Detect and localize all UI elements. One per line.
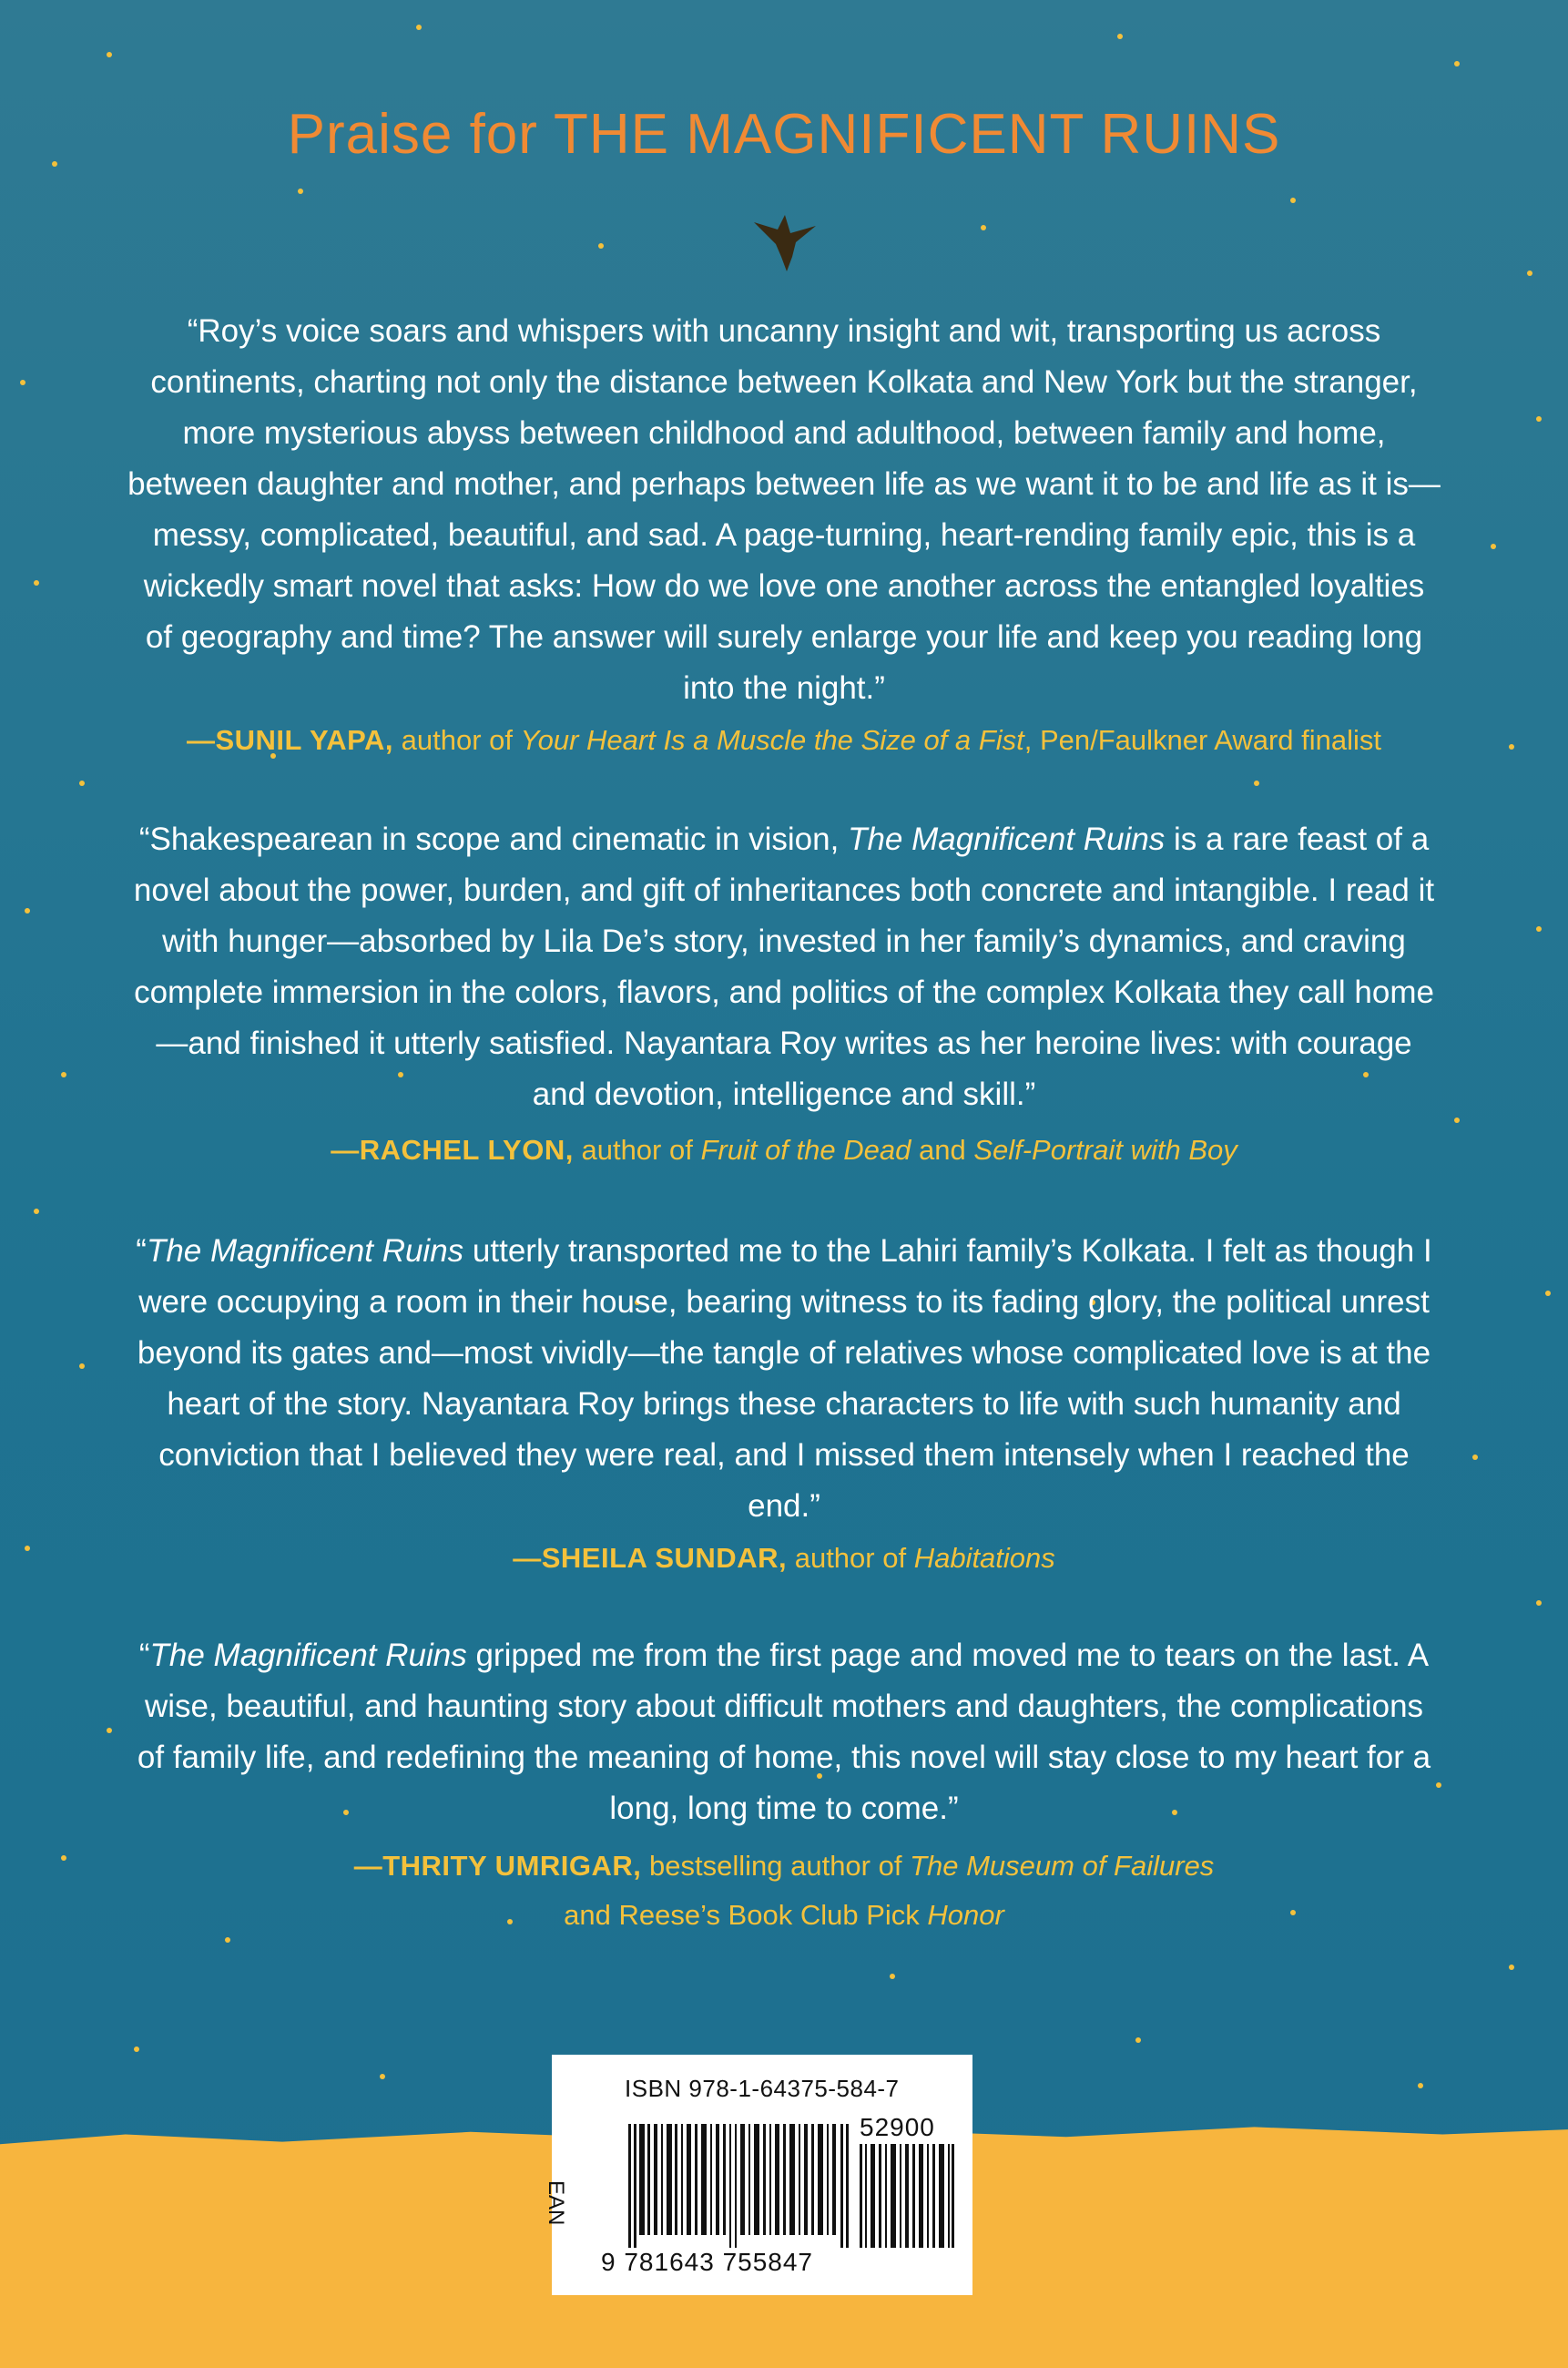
- ean-barcode: [628, 2124, 849, 2248]
- ean-label: EAN: [544, 2180, 568, 2226]
- review-3-quote-rest: utterly transported me to the Lahiri family’s Kolkata. I felt as though I were occupying a room in their house, bearing witness to its fading glory, the political unrest beyond its gates and—most vividly—the tangle of relatives whose complicated love is at the heart of the story. Nayantara Roy brings these characters to life with such humanity and conviction that I believed they were real, and I missed them intensely when I reached the end.”: [137, 1233, 1432, 1524]
- review-1-quote: “Roy’s voice soars and whispers with uncanny insight and wit, transporting us across continents, charting not only the distance between Kolkata and New York but the stranger, more mysterious abyss between childhood and adulthood, between family and home, between daughter and mother, and perhaps between life as we want it to be and life as it is—messy, complicated, beautiful, and sad. A page-turning, heart-rending family epic, this is a wickedly smart novel that asks: How do we love one another across the entangled loyalties of geography and time? The answer will surely enlarge your life and keep you reading long into the night.”: [127, 313, 1441, 706]
- review-3-name: —SHEILA SUNDAR,: [513, 1542, 788, 1574]
- review-4-attribution: [82, 1842, 1486, 1940]
- review-3-desc1: author of: [787, 1542, 914, 1574]
- review-4-quote-rest: gripped me from the first page and moved me to tears on the last. A wise, beautiful, and haunting story about difficult mothers and daughters, the complications of family life, and redefining the meaning of home, this novel will stay close to my heart for a long, long time to come.”: [137, 1638, 1431, 1826]
- ean-digits: 9 781643 755847: [601, 2248, 813, 2276]
- price-code: 52900: [860, 2113, 935, 2141]
- review-1-name: —SUNIL YAPA,: [186, 724, 394, 756]
- review-3-quote-start: “: [136, 1233, 147, 1269]
- review-2-desc1: author of: [573, 1134, 701, 1166]
- review-2-book2: Self-Portrait with Boy: [973, 1134, 1237, 1166]
- review-4-quote-title: The Magnificent Ruins: [149, 1638, 467, 1673]
- review-2-desc2: and: [911, 1134, 974, 1166]
- review-4-desc1: bestselling author of: [641, 1850, 911, 1882]
- review-2-quote-start: “Shakespearean in scope and cinematic in vision,: [138, 822, 849, 857]
- review-3-book1: Habitations: [913, 1542, 1055, 1574]
- review-3-quote: [127, 1226, 1441, 1532]
- review-4-desc2: and Reese’s Book Club Pick: [564, 1899, 928, 1931]
- review-2-attribution: [82, 1126, 1486, 1175]
- price-barcode: [860, 2144, 954, 2248]
- review-2-quote-title: The Magnificent Ruins: [848, 822, 1166, 857]
- isbn-text: ISBN 978-1-64375-584-7: [625, 2075, 900, 2102]
- review-3-attribution: [82, 1534, 1486, 1583]
- praise-heading: [0, 102, 1568, 167]
- review-1-book: Your Heart Is a Muscle the Size of a Fist: [520, 724, 1024, 756]
- bird-icon: [750, 206, 820, 279]
- review-1-desc1: author of: [393, 724, 521, 756]
- review-2-book1: Fruit of the Dead: [700, 1134, 911, 1166]
- review-4-quote: [127, 1630, 1441, 1834]
- review-1-desc2: , Pen/Faulkner Award finalist: [1023, 724, 1382, 756]
- barcode-panel: [544, 2055, 972, 2295]
- review-2-name: —RACHEL LYON,: [331, 1134, 574, 1166]
- review-4-quote-start: “: [138, 1638, 150, 1673]
- heading-book-title: THE MAGNIFICENT RUINS: [554, 103, 1281, 166]
- review-4-name: —THRITY UMRIGAR,: [353, 1850, 642, 1882]
- review-3-quote-title: The Magnificent Ruins: [146, 1233, 464, 1269]
- review-2-quote-rest: is a rare feast of a novel about the power, burden, and gift of inheritances both concrete and intangible. I read it with hunger—absorbed by Lila De’s story, invested in her family’s dynamics, and craving complete immersion in the colors, flavors, and politics of the complex Kolkata they call home—and finished it utterly satisfied. Nayantara Roy writes as her heroine lives: with courage and devotion, intelligence and skill.”: [133, 822, 1435, 1112]
- heading-prefix: Praise for: [287, 103, 555, 166]
- review-2-quote: [127, 814, 1441, 1120]
- review-4-book1: The Museum of Failures: [910, 1850, 1215, 1882]
- review-4-book2: Honor: [927, 1899, 1004, 1931]
- review-1-attribution: [82, 716, 1486, 765]
